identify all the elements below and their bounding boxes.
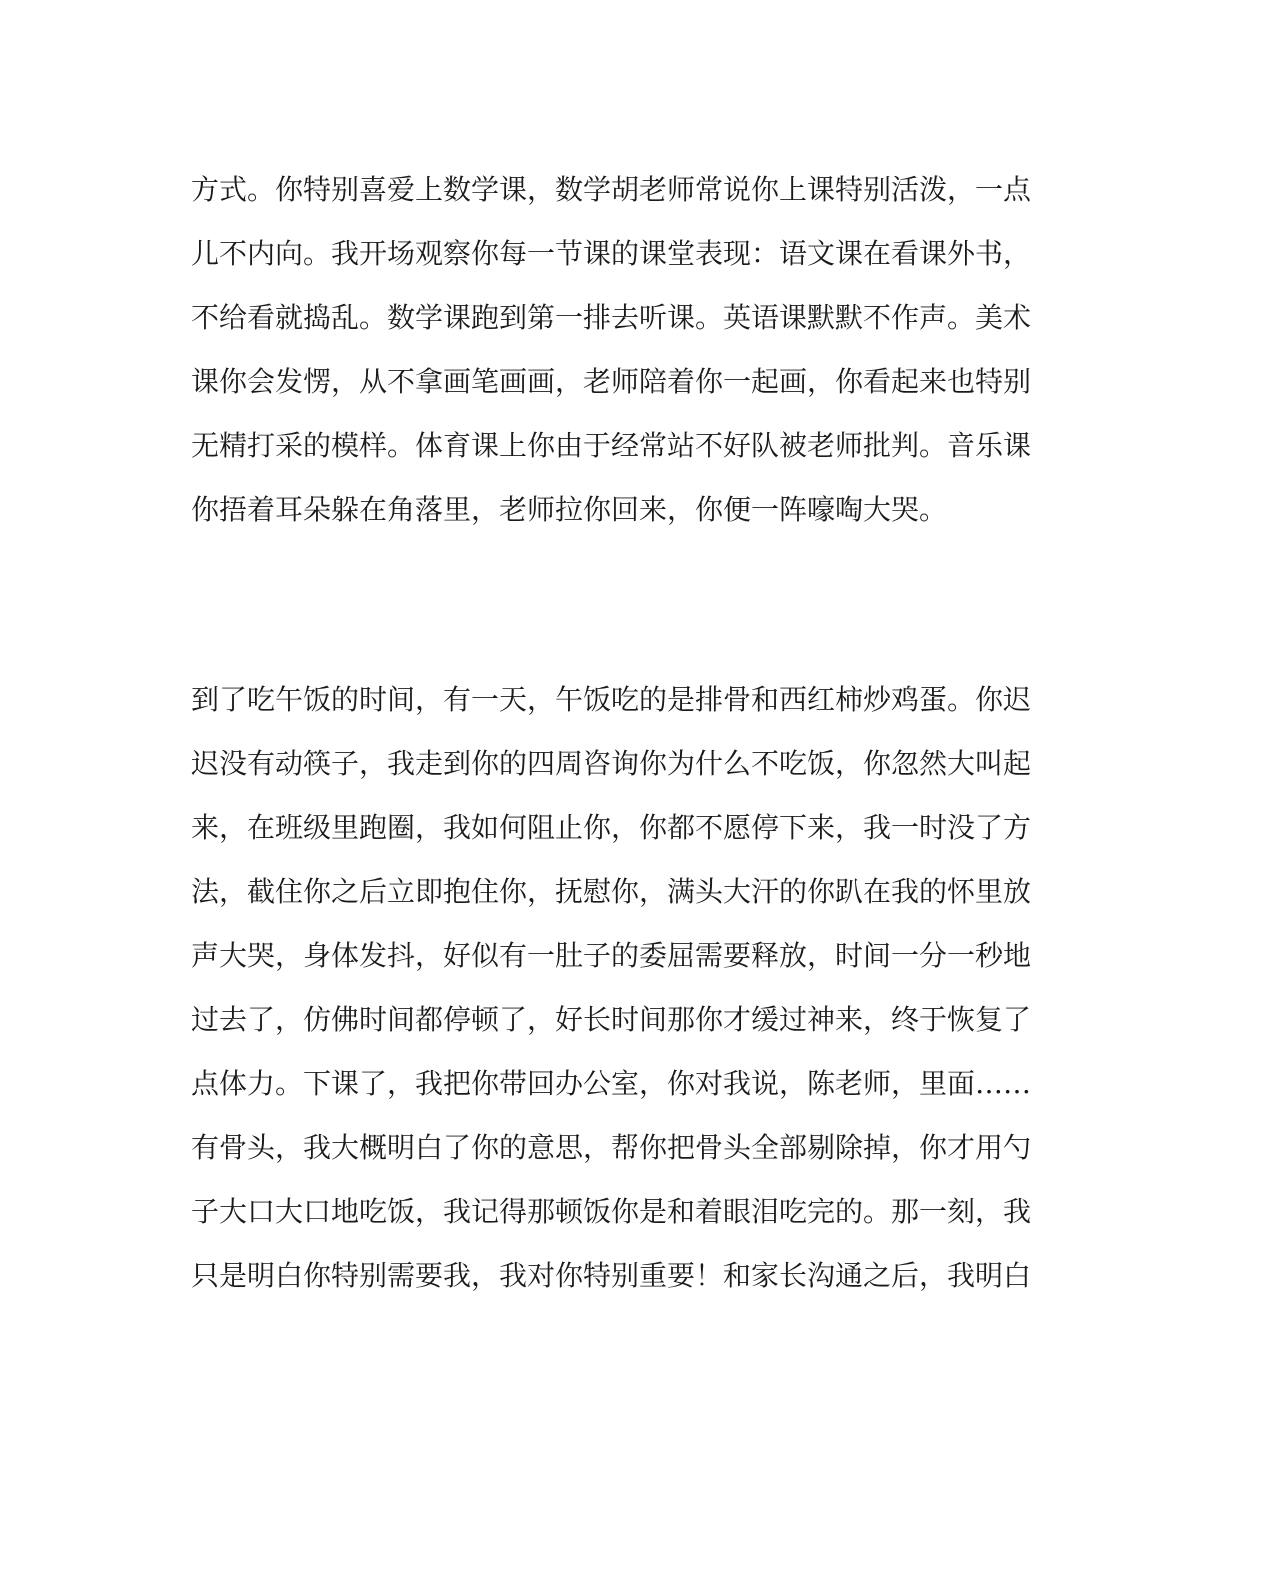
text-line: 有骨头，我大概明白了你的意思，帮你把骨头全部剔除掉，你才用勺 xyxy=(191,1131,1032,1164)
text-line: 点体力。下课了，我把你带回办公室，你对我说，陈老师，里面…… xyxy=(191,1067,1032,1100)
text-line: 不给看就捣乱。数学课跑到第一排去听课。英语课默默不作声。美术 xyxy=(191,301,1032,334)
text-line: 儿不内向。我开场观察你每一节课的课堂表现：语文课在看课外书， xyxy=(191,237,1032,270)
text-line: 法，截住你之后立即抱住你，抚慰你，满头大汗的你趴在我的怀里放 xyxy=(191,875,1032,908)
text-line: 无精打采的模样。体育课上你由于经常站不好队被老师批判。音乐课 xyxy=(191,429,1032,462)
text-line: 只是明白你特别需要我，我对你特别重要！和家长沟通之后，我明白 xyxy=(191,1259,1032,1292)
text-line: 方式。你特别喜爱上数学课，数学胡老师常说你上课特别活泼，一点 xyxy=(191,173,1032,206)
text-line: 声大哭，身体发抖，好似有一肚子的委屈需要释放，时间一分一秒地 xyxy=(191,939,1032,972)
text-line: 课你会发愣，从不拿画笔画画，老师陪着你一起画，你看起来也特别 xyxy=(191,365,1032,398)
text-line: 来，在班级里跑圈，我如何阻止你，你都不愿停下来，我一时没了方 xyxy=(191,811,1032,844)
text-line: 过去了，仿佛时间都停顿了，好长时间那你才缓过神来，终于恢复了 xyxy=(191,1003,1032,1036)
text-line: 子大口大口地吃饭，我记得那顿饭你是和着眼泪吃完的。那一刻，我 xyxy=(191,1195,1032,1228)
text-line: 迟没有动筷子，我走到你的四周咨询你为什么不吃饭，你忽然大叫起 xyxy=(191,747,1032,780)
text-line: 到了吃午饭的时间，有一天，午饭吃的是排骨和西红柿炒鸡蛋。你迟 xyxy=(191,683,1032,716)
text-line: 你捂着耳朵躲在角落里，老师拉你回来，你便一阵嚎啕大哭。 xyxy=(191,493,948,526)
